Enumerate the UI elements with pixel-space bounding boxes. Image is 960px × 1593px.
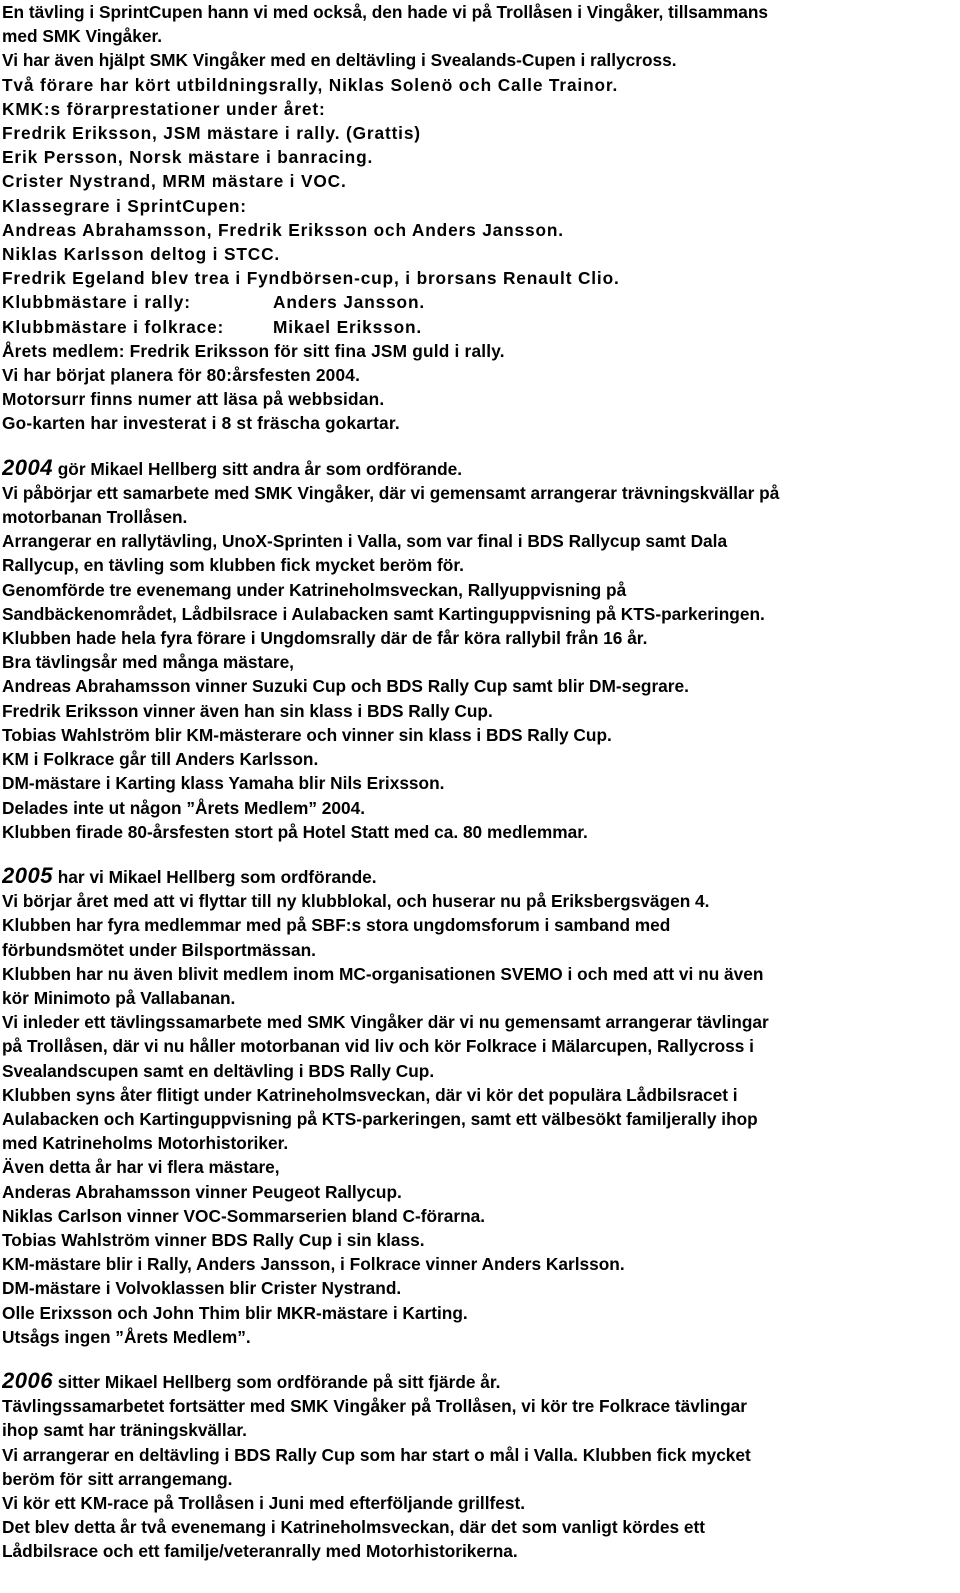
text-line: Delades inte ut någon ”Årets Medlem” 2004. <box>2 797 366 818</box>
text-line: Klubben har nu även blivit medlem inom MC-organisationen SVEMO i och med att vi nu även <box>2 963 764 984</box>
text-line: Klassegrare i SprintCupen: <box>2 195 247 216</box>
section-2005 <box>2 864 948 1349</box>
text-line: Niklas Carlson vinner VOC-Sommarserien bland C-förarna. <box>2 1205 486 1226</box>
text-line: Det blev detta år två evenemang i Katrineholmsveckan, där det som vanligt kördes ett <box>2 1517 706 1538</box>
club-champion-row <box>2 315 948 339</box>
heading-text: gör Mikael Hellberg sitt andra år som ordförande. <box>52 458 463 479</box>
text-line: DM-mästare i Volvoklassen blir Crister Nystrand. <box>2 1278 402 1299</box>
year-label: 2004 <box>2 455 53 480</box>
text-line: Klubben hade hela fyra förare i Ungdomsrally där de får köra rallybil från 16 år. <box>2 628 648 649</box>
text-line: Olle Erixsson och John Thim blir MKR-mästare i Karting. <box>2 1302 468 1323</box>
text-line: Motorsurr finns numer att läsa på webbsidan. <box>2 389 385 410</box>
text-line: Svealandscupen samt en deltävling i BDS Rally Cup. <box>2 1060 435 1081</box>
text-line: Erik Persson, Norsk mästare i banracing. <box>2 147 374 168</box>
heading-text: har vi Mikael Hellberg som ordförande. <box>52 866 377 887</box>
year-label: 2005 <box>2 863 53 888</box>
club-champion-row <box>2 290 948 314</box>
section-spacer <box>2 436 948 456</box>
section-heading <box>2 864 948 889</box>
text-line: Rallycup, en tävling som klubben fick mycket beröm för. <box>2 555 464 576</box>
text-line: med Katrineholms Motorhistoriker. <box>2 1133 289 1154</box>
club-champion-name: Mikael Eriksson. <box>273 316 423 337</box>
text-line: ihop samt har träningskvällar. <box>2 1420 247 1441</box>
text-line: Vi har börjat planera för 80:årsfesten 2004. <box>2 365 361 386</box>
club-champion-label: Klubbmästare i folkrace: <box>2 316 225 337</box>
text-line: Lådbilsrace och ett familje/veteranrally med Motorhistorikerna. <box>2 1541 518 1562</box>
text-line: Klubben firade 80-årsfesten stort på Hotel Statt med ca. 80 medlemmar. <box>2 821 588 842</box>
text-line: Vi arrangerar en deltävling i BDS Rally Cup som har start o mål i Valla. Klubben fick mycket <box>2 1444 751 1465</box>
text-line: Två förare har kört utbildningsrally, Niklas Solenö och Calle Trainor. <box>2 74 619 95</box>
text-line: Crister Nystrand, MRM mästare i VOC. <box>2 171 347 192</box>
text-line: kör Minimoto på Vallabanan. <box>2 987 236 1008</box>
text-line: motorbanan Trollåsen. <box>2 507 188 528</box>
section-heading <box>2 1369 948 1394</box>
text-line: med SMK Vingåker. <box>2 26 163 47</box>
heading-text: sitter Mikael Hellberg som ordförande på sitt fjärde år. <box>52 1371 501 1392</box>
section-spacer <box>2 844 948 864</box>
club-champion-label: Klubbmästare i rally: <box>2 292 191 313</box>
text-line: Fredrik Egeland blev trea i Fyndbörsen-cup, i brorsans Renault Clio. <box>2 268 620 289</box>
text-line: Fredrik Eriksson, JSM mästare i rally. (Grattis) <box>2 123 421 144</box>
section-2004 <box>2 456 948 844</box>
text-line: Bra tävlingsår med många mästare, <box>2 652 294 673</box>
text-line: förbundsmötet under Bilsportmässan. <box>2 939 316 960</box>
section-2006 <box>2 1369 948 1564</box>
text-line: KM-mästare blir i Rally, Anders Jansson, i Folkrace vinner Anders Karlsson. <box>2 1254 625 1275</box>
text-line: Klubben syns åter flitigt under Katrineholmsveckan, där vi kör det populära Lådbilsracet i <box>2 1084 738 1105</box>
text-line: DM-mästare i Karting klass Yamaha blir Nils Erixsson. <box>2 773 445 794</box>
text-line: Genomförde tre evenemang under Katrineholmsveckan, Rallyuppvisning på <box>2 579 627 600</box>
text-line: Vi har även hjälpt SMK Vingåker med en deltävling i Svealands-Cupen i rallycross. <box>2 50 677 71</box>
text-line: på Trollåsen, där vi nu håller motorbanan vid liv och kör Folkrace i Mälarcupen, Rallycross i <box>2 1036 754 1057</box>
text-line: Tobias Wahlström vinner BDS Rally Cup i sin klass. <box>2 1229 425 1250</box>
text-line: Arrangerar en rallytävling, UnoX-Sprinten i Valla, som var final i BDS Rallycup samt Dala <box>2 531 728 552</box>
text-line: Även detta år har vi flera mästare, <box>2 1157 280 1178</box>
text-line: Andreas Abrahamsson, Fredrik Eriksson och Anders Jansson. <box>2 219 564 240</box>
text-line: Anderas Abrahamsson vinner Peugeot Rallycup. <box>2 1181 402 1202</box>
section-2003 <box>2 0 948 436</box>
year-label: 2006 <box>2 1368 53 1393</box>
text-line: Utsågs ingen ”Årets Medlem”. <box>2 1326 251 1347</box>
text-line: beröm för sitt arrangemang. <box>2 1468 233 1489</box>
text-line: Vi påbörjar ett samarbete med SMK Vingåker, där vi gemensamt arrangerar trävningskvällar på <box>2 482 780 503</box>
text-line: Niklas Karlsson deltog i STCC. <box>2 244 281 265</box>
text-line: KMK:s förarprestationer under året: <box>2 98 326 119</box>
text-line: Go-karten har investerat i 8 st fräscha gokartar. <box>2 413 400 434</box>
section-spacer <box>2 1349 948 1369</box>
text-line: Klubben har fyra medlemmar med på SBF:s stora ungdomsforum i samband med <box>2 915 671 936</box>
text-line: Sandbäckenområdet, Lådbilsrace i Aulabacken samt Kartinguppvisning på KTS-parkeringen. <box>2 603 765 624</box>
text-line: Tobias Wahlström blir KM-mästerare och vinner sin klass i BDS Rally Cup. <box>2 724 612 745</box>
text-line: Aulabacken och Kartinguppvisning på KTS-parkeringen, samt ett välbesökt familjerally ihop <box>2 1108 758 1129</box>
text-line: Vi kör ett KM-race på Trollåsen i Juni med efterföljande grillfest. <box>2 1492 526 1513</box>
text-line: En tävling i SprintCupen hann vi med också, den hade vi på Trollåsen i Vingåker, tillsammans <box>2 2 769 22</box>
section-heading <box>2 456 948 481</box>
text-line: KM i Folkrace går till Anders Karlsson. <box>2 749 319 770</box>
text-line: Fredrik Eriksson vinner även han sin klass i BDS Rally Cup. <box>2 700 493 721</box>
club-champion-name: Anders Jansson. <box>273 292 426 313</box>
text-line: Vi börjar året med att vi flyttar till ny klubblokal, och huserar nu på Eriksbergsvägen 4. <box>2 891 710 912</box>
text-line: Tävlingssamarbetet fortsätter med SMK Vingåker på Trollåsen, vi kör tre Folkrace tävlingar <box>2 1396 747 1417</box>
text-line: Årets medlem: Fredrik Eriksson för sitt fina JSM guld i rally. <box>2 340 505 361</box>
text-line: Vi inleder ett tävlingssamarbete med SMK Vingåker där vi nu gemensamt arrangerar tävlingar <box>2 1012 769 1033</box>
text-line: Andreas Abrahamsson vinner Suzuki Cup och BDS Rally Cup samt blir DM-segrare. <box>2 676 689 697</box>
